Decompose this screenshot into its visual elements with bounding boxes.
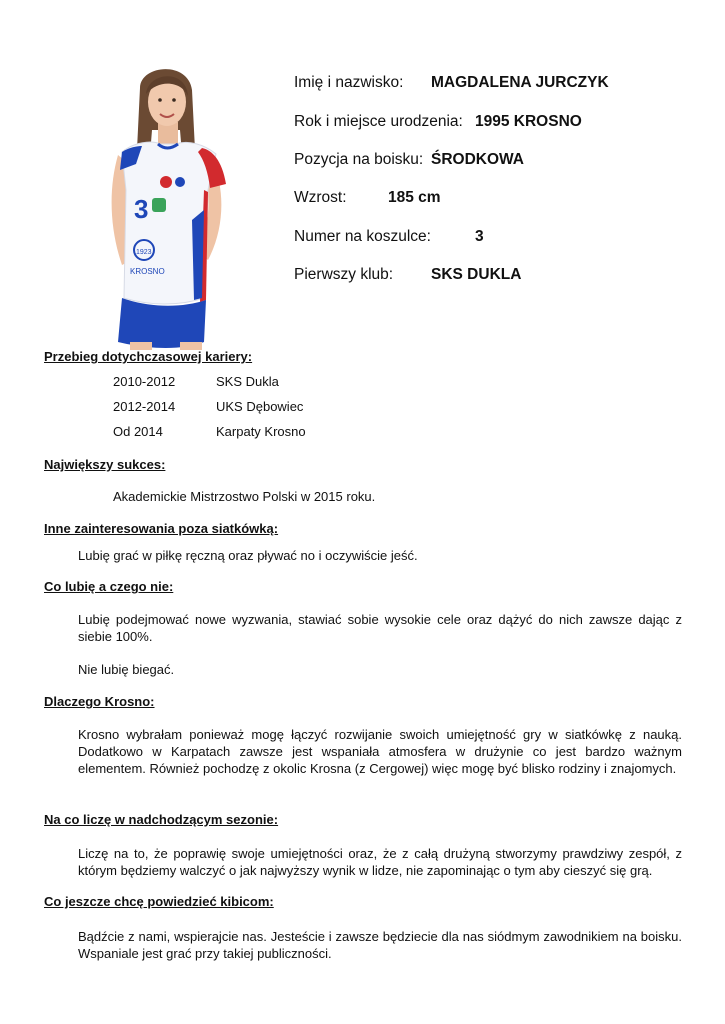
- career-club: UKS Dębowiec: [216, 399, 304, 414]
- name-value: MAGDALENA JURCZYK: [431, 74, 609, 91]
- svg-text:1923: 1923: [136, 249, 152, 256]
- info-position: [294, 151, 524, 169]
- career-years: 2010-2012: [113, 374, 176, 389]
- info-height: [294, 189, 441, 207]
- success-text: Akademickie Mistrzostwo Polski w 2015 roku.: [113, 489, 376, 504]
- height-label: Wzrost:: [294, 189, 347, 206]
- why-krosno-text: Krosno wybrałam ponieważ mogę łączyć rozwijanie swoich umiejętność gry w siatkówkę z nauką. Dodatkowo w Karpatach zawsze jest wspaniała atmosfera w drużynie co jest bardzo ważnym elementem. Również pochodzę z okolic Krosna (z Cergowej) więc mogę być blisko rodziny i znajomych.: [78, 727, 682, 776]
- fans-text: Bądźcie z nami, wspierajcie nas. Jesteście i zawsze będziecie dla nas siódmym zawodnikiem na boisku. Wspaniale jest grać przy takiej publiczności.: [78, 929, 682, 961]
- interests-title: Inne zainteresowania poza siatkówką:: [44, 521, 279, 536]
- position-value: ŚRODKOWA: [431, 151, 524, 168]
- svg-text:3: 3: [134, 194, 149, 224]
- success-title: Największy sukces:: [44, 457, 166, 472]
- career-title: Przebieg dotychczasowej kariery:: [44, 349, 253, 364]
- info-name: [294, 74, 609, 92]
- likes-text-1: Lubię podejmować nowe wyzwania, stawiać sobie wysokie cele oraz dążyć do nich zawsze dając z siebie 100%.: [78, 612, 682, 644]
- number-value: 3: [475, 228, 484, 245]
- info-number: [294, 228, 484, 246]
- height-value: 185 cm: [388, 189, 441, 206]
- position-label: Pozycja na boisku:: [294, 151, 424, 168]
- fans-title: Co jeszcze chcę powiedzieć kibicom:: [44, 894, 274, 909]
- info-club: [294, 266, 522, 284]
- why-krosno-title: Dlaczego Krosno:: [44, 694, 155, 709]
- club-label: Pierwszy klub:: [294, 266, 394, 283]
- likes-text-2: Nie lubię biegać.: [78, 662, 175, 677]
- career-row: [113, 399, 304, 414]
- player-photo: [100, 60, 235, 350]
- interests-text: Lubię grać w piłkę ręczną oraz pływać no i oczywiście jeść.: [78, 548, 418, 563]
- name-label: Imię i nazwisko:: [294, 74, 404, 91]
- birth-label: Rok i miejsce urodzenia:: [294, 113, 463, 130]
- career-row: [113, 424, 306, 439]
- career-club: SKS Dukla: [216, 374, 279, 389]
- career-years: Od 2014: [113, 424, 163, 439]
- season-text: Liczę na to, że poprawię swoje umiejętności oraz, że z całą drużyną stworzymy prawdziwy zespół, z którym będziemy walczyć o jak najwyższy wynik w lidze, nie zapominając o tym aby cieszyć się grą.: [78, 846, 682, 878]
- likes-title: Co lubię a czego nie:: [44, 579, 174, 594]
- club-value: SKS DUKLA: [431, 266, 522, 283]
- birth-value: 1995 KROSNO: [475, 113, 582, 130]
- career-club: Karpaty Krosno: [216, 424, 306, 439]
- svg-text:KROSNO: KROSNO: [130, 267, 165, 276]
- career-years: 2012-2014: [113, 399, 176, 414]
- season-title: Na co liczę w nadchodzącym sezonie:: [44, 812, 279, 827]
- number-label: Numer na koszulce:: [294, 228, 431, 245]
- info-birth: [294, 113, 582, 131]
- career-row: [113, 374, 279, 389]
